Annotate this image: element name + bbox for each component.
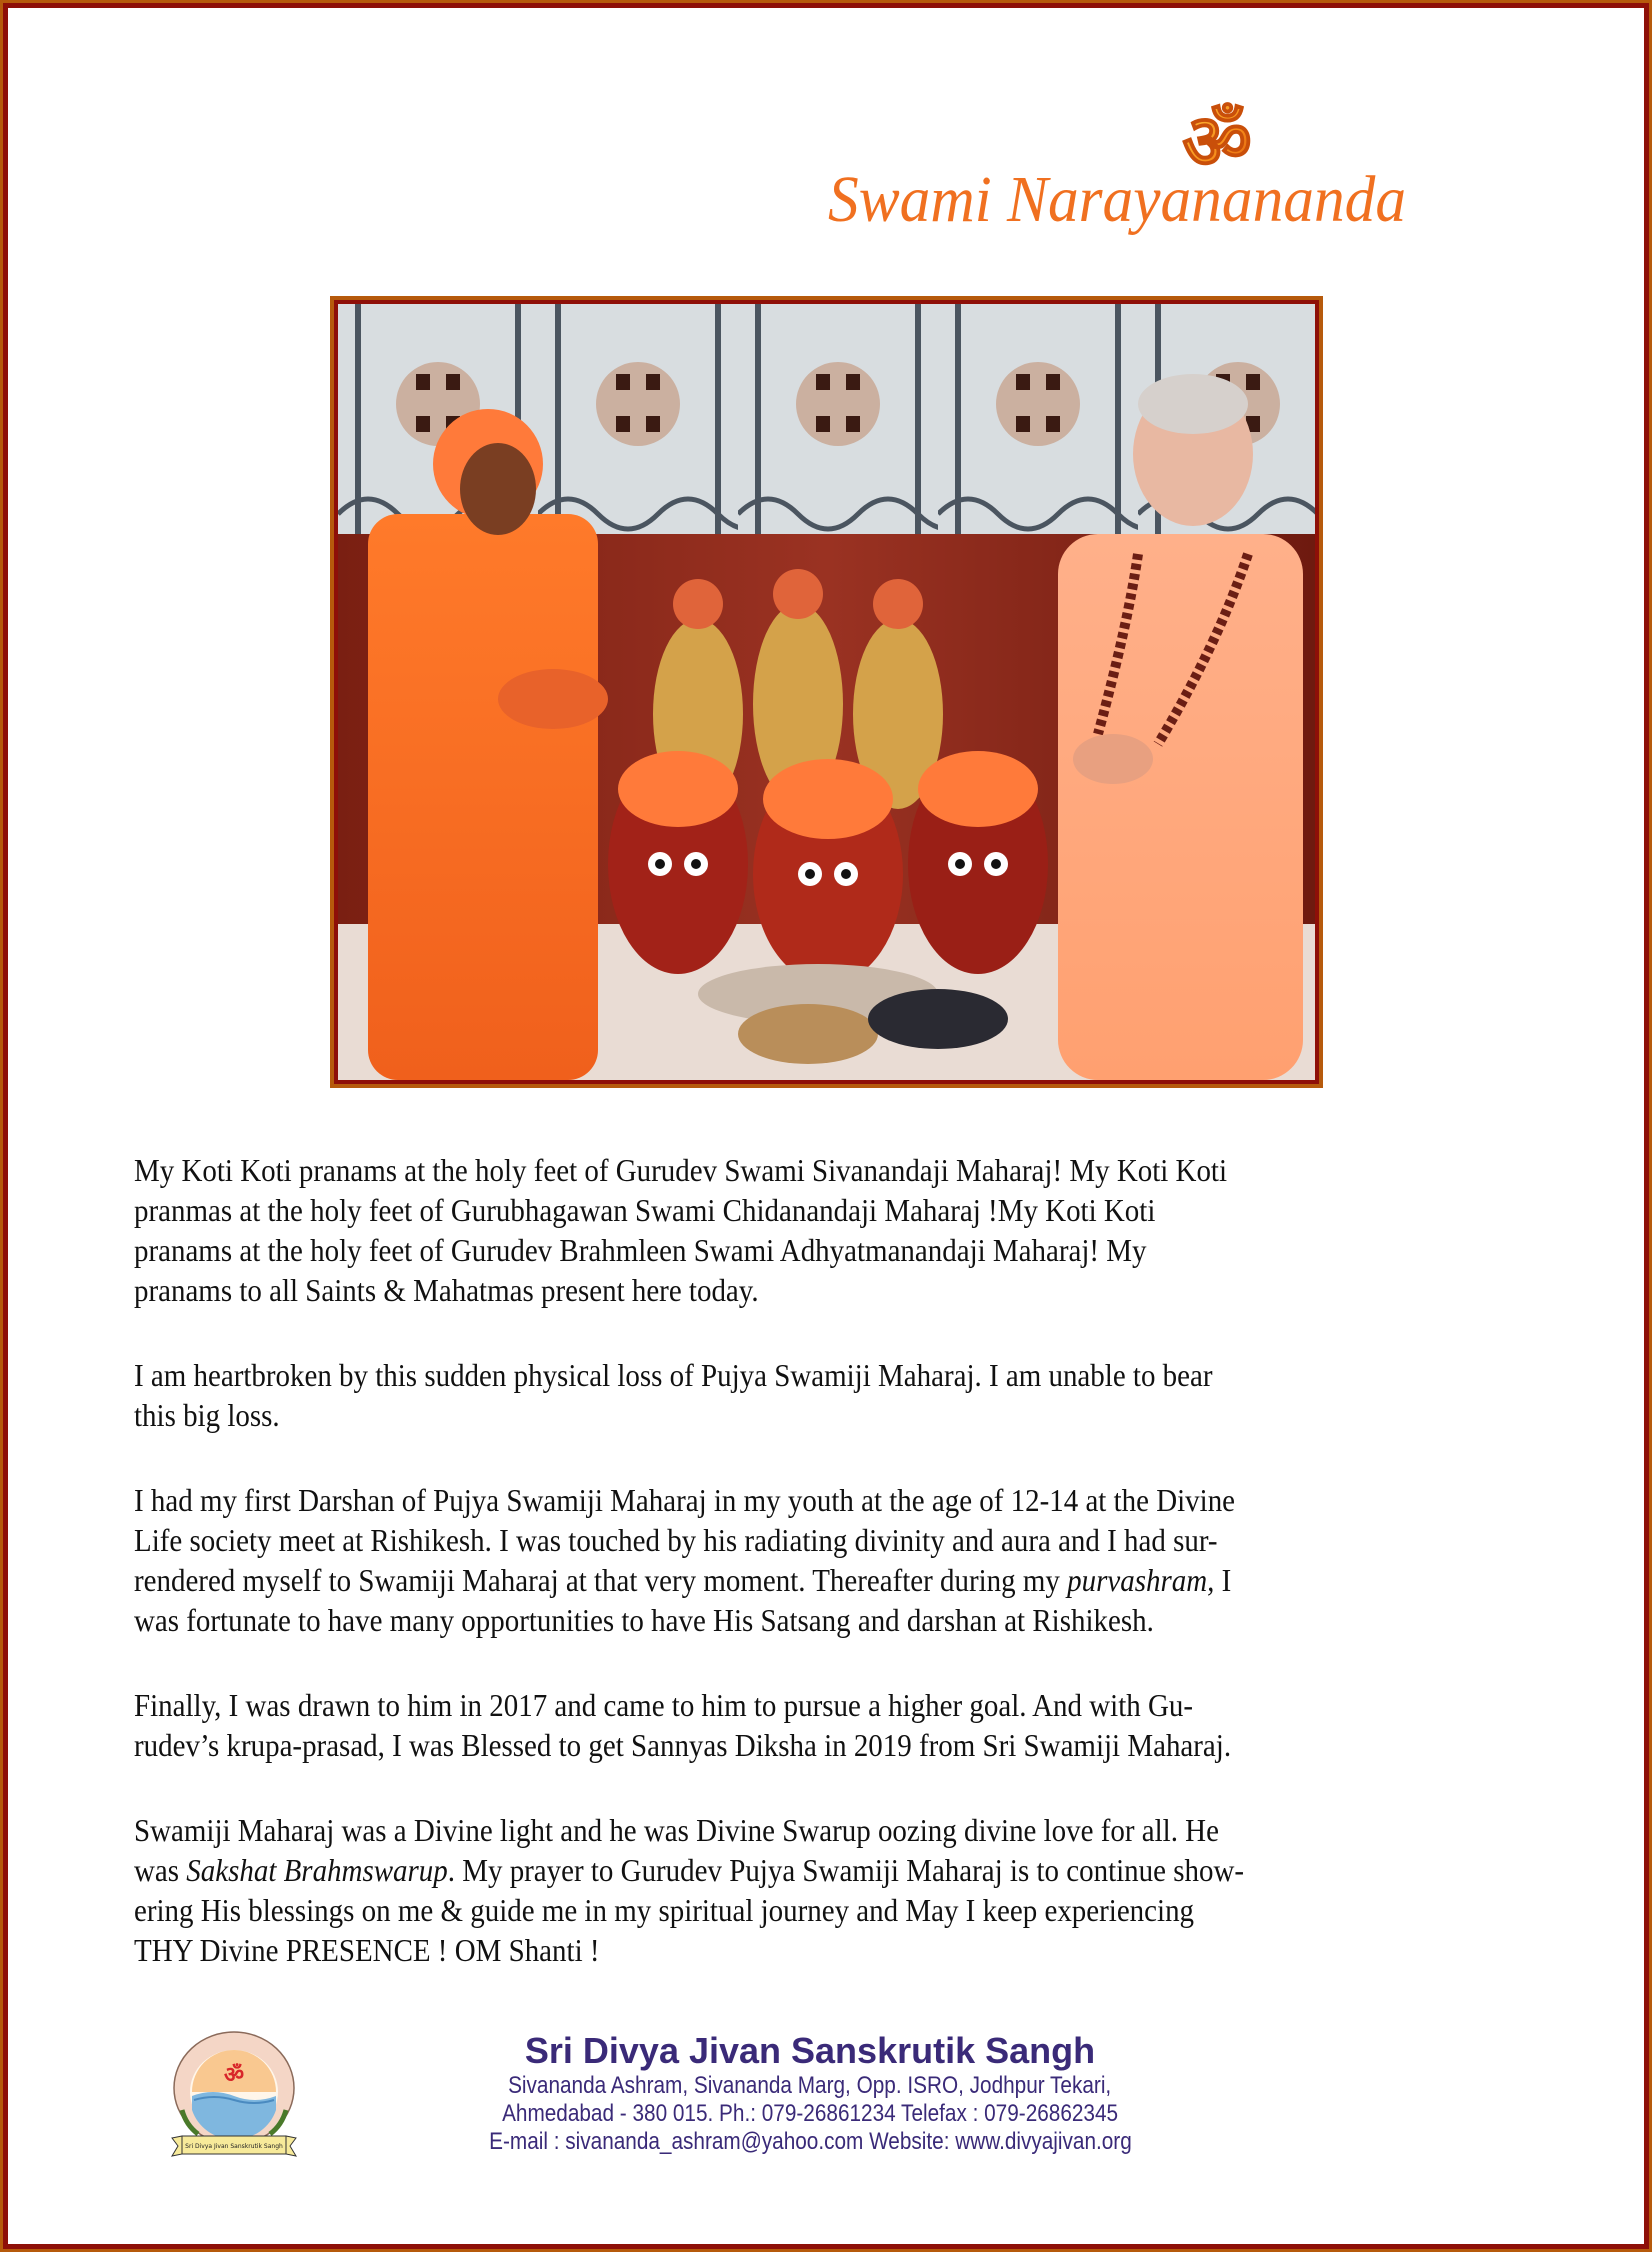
organization-footer xyxy=(380,2030,1240,2156)
altar-photo-illustration xyxy=(338,304,1315,1080)
text-line: I had my first Darshan of Pujya Swamiji Maharaj in my youth at the age of 12-14 at the Divine xyxy=(134,1482,1236,1518)
logo-banner-text: Sri Divya Jivan Sanskrutik Sangh xyxy=(185,2143,283,2150)
text-line: I am heartbroken by this sudden physical loss of Pujya Swamiji Maharaj. I am unable to bear xyxy=(134,1357,1213,1393)
italic-term: Sakshat Brahmswarup xyxy=(186,1852,448,1888)
text-line: ering His blessings on me & guide me in my spiritual journey and May I keep experiencing xyxy=(134,1892,1195,1928)
text-segment: I xyxy=(1214,1562,1232,1598)
contact-line: E-mail : sivananda_ashram@yahoo.com Website: www.divyajivan.org xyxy=(488,2128,1132,2155)
text-line: pranmas at the holy feet of Gurubhagawan Swami Chidanandaji Maharaj !My Koti Koti xyxy=(134,1192,1156,1228)
organization-name: Sri Divya Jivan Sanskrutik Sangh xyxy=(524,2030,1096,2071)
text-line: My Koti Koti pranams at the holy feet of Gurudev Swami Sivanandaji Maharaj! My Koti Koti xyxy=(134,1152,1228,1188)
altar-photo xyxy=(338,304,1315,1080)
text-line: was fortunate to have many opportunities to have His Satsang and darshan at Rishikesh. xyxy=(134,1602,1154,1638)
page-title: Swami Narayanananda xyxy=(828,163,1407,236)
organization-logo xyxy=(168,2030,300,2158)
photo-frame xyxy=(330,296,1323,1088)
text-line: Swamiji Maharaj was a Divine light and he was Divine Swarup oozing divine love for all. He xyxy=(134,1812,1219,1848)
text-line: pranams at the holy feet of Gurudev Brahmleen Swami Adhyatmanandaji Maharaj! My xyxy=(134,1232,1147,1268)
text-segment: rendered myself to Swamiji Maharaj at that very moment. Thereafter during my xyxy=(134,1562,1068,1598)
text-segment: . My prayer to Gurudev Pujya Swamiji Maharaj is to continue show- xyxy=(447,1852,1244,1888)
om-glyph: ॐ xyxy=(1182,97,1252,186)
text-line: rudev’s krupa-prasad, I was Blessed to get Sannyas Diksha in 2019 from Sri Swamiji Maharaj. xyxy=(134,1727,1232,1763)
text-line: Life society meet at Rishikesh. I was touched by his radiating divinity and aura and I had sur- xyxy=(134,1522,1218,1558)
text-line xyxy=(134,1562,1231,1599)
text-line xyxy=(134,1852,1244,1889)
text-line: THY Divine PRESENCE ! OM Shanti ! xyxy=(134,1932,600,1968)
address-line-2: Ahmedabad - 380 015. Ph.: 079-26861234 Telefax : 079-26862345 xyxy=(502,2100,1118,2127)
logo-om-glyph: ॐ xyxy=(223,2063,245,2088)
text-line: Finally, I was drawn to him in 2017 and came to him to pursue a higher goal. And with Gu- xyxy=(134,1687,1194,1723)
text-line: pranams to all Saints & Mahatmas present here today. xyxy=(134,1272,759,1308)
text-segment: was xyxy=(134,1852,187,1888)
italic-term: purvashram, xyxy=(1067,1562,1215,1598)
text-line: this big loss. xyxy=(134,1397,280,1433)
address-line-1: Sivananda Ashram, Sivananda Marg, Opp. ISRO, Jodhpur Tekari, xyxy=(508,2072,1112,2099)
